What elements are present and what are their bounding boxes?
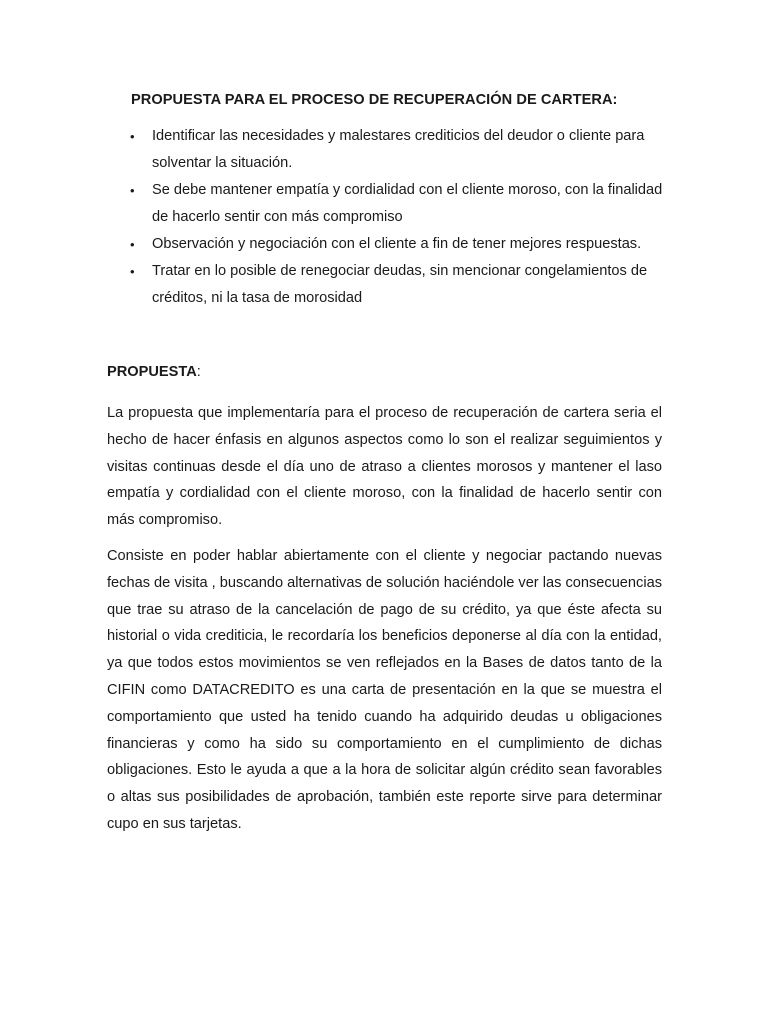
bullet-item [130,258,675,312]
bullet-icon: • [130,237,135,252]
bullet-text: Identificar las necesidades y malestares crediticios del deudor o cliente para solventar la situación. [152,128,645,171]
bullet-icon: • [130,129,135,144]
bullet-icon: • [130,183,135,198]
bullet-text: Observación y negociación con el cliente a fin de tener mejores respuestas. [152,236,642,252]
bullet-text: Tratar en lo posible de renegociar deudas, sin mencionar congelamientos de créditos, ni la tasa de morosidad [152,263,648,306]
bullet-list [130,123,675,312]
bullet-icon: • [130,264,135,279]
body-paragraph: La propuesta que implementaría para el proceso de recuperación de cartera seria el hecho de hacer énfasis en algunos aspectos como lo son el realizar seguimientos y visitas continuas desde el día uno de atraso a clientes morosos y mantener el laso empatía y cordialidad con el cliente moroso, con la finalidad de hacerlo sentir con más compromiso. [107,405,662,529]
section-heading [107,364,201,380]
body-paragraph: Consiste en poder hablar abiertamente con el cliente y negociar pactando nuevas fechas de visita , buscando alternativas de solución haciéndole ver las consecuencias que trae su atraso de la cancelación de pago de su crédito, ya que éste afecta su historial o vida crediticia, le recordaría los beneficios deponerse al día con la entidad, ya que todos estos movimientos se ven reflejados en la Bases de datos tanto de la CIFIN como DATACREDITO es una carta de presentación en la que se muestra el comportamiento que usted ha tenido cuando ha adquirido deudas u obligaciones financieras y como ha sido su comportamiento en el cumplimiento de dichas obligaciones. Esto le ayuda a que a la hora de solicitar algún crédito sean favorables o altas sus posibilidades de aprobación, también este reporte sirve para determinar cupo en sus tarjetas. [107,548,662,832]
section-heading-text: PROPUESTA [107,364,197,380]
document-title: PROPUESTA PARA EL PROCESO DE RECUPERACIÓN DE CARTERA: [131,92,618,108]
bullet-item [130,123,675,177]
bullet-text: Se debe mantener empatía y cordialidad con el cliente moroso, con la finalidad de hacerlo sentir con más compromiso [152,182,663,225]
bullet-item [130,231,675,258]
bullet-item [130,177,675,231]
section-heading-colon: : [196,364,201,380]
